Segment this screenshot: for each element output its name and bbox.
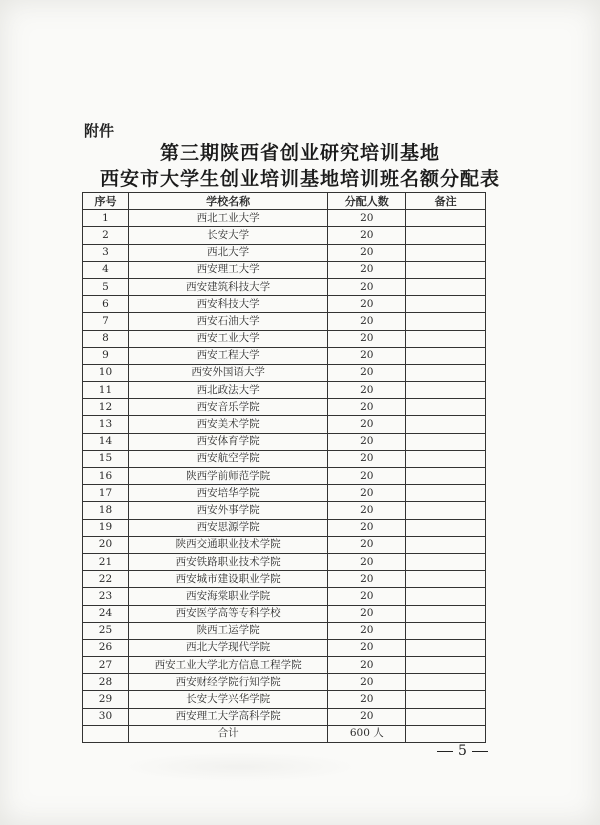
- school-name: 西安美术学院: [128, 416, 327, 433]
- table-row: [83, 210, 486, 227]
- allocation-count: 20: [328, 450, 406, 467]
- total-no-cell: [83, 725, 129, 742]
- table-row: [83, 296, 486, 313]
- note-cell: [406, 261, 486, 278]
- table-row: [83, 553, 486, 570]
- header-school: 学校名称: [128, 193, 327, 210]
- allocation-count: 20: [328, 313, 406, 330]
- page-dash-left: [437, 751, 453, 752]
- school-name: 西安财经学院行知学院: [128, 674, 327, 691]
- page-number: [432, 743, 493, 759]
- table-row: [83, 588, 486, 605]
- allocation-count: 20: [328, 485, 406, 502]
- row-number: 1: [83, 210, 129, 227]
- note-cell: [406, 622, 486, 639]
- school-name: 陕西学前师范学院: [128, 468, 327, 485]
- note-cell: [406, 347, 486, 364]
- page-number-value: 5: [458, 743, 467, 759]
- allocation-table: [82, 192, 486, 743]
- note-cell: [406, 691, 486, 708]
- table-header-row: [83, 193, 486, 210]
- allocation-count: 20: [328, 674, 406, 691]
- row-number: 10: [83, 364, 129, 381]
- note-cell: [406, 244, 486, 261]
- note-cell: [406, 708, 486, 725]
- row-number: 12: [83, 399, 129, 416]
- row-number: 19: [83, 519, 129, 536]
- row-number: 9: [83, 347, 129, 364]
- row-number: 15: [83, 450, 129, 467]
- allocation-count: 20: [328, 364, 406, 381]
- school-name: 长安大学兴华学院: [128, 691, 327, 708]
- table-row: [83, 278, 486, 295]
- note-cell: [406, 502, 486, 519]
- row-number: 25: [83, 622, 129, 639]
- note-cell: [406, 485, 486, 502]
- row-number: 7: [83, 313, 129, 330]
- school-name: 西安音乐学院: [128, 399, 327, 416]
- school-name: 西北政法大学: [128, 382, 327, 399]
- table-row: [83, 519, 486, 536]
- total-count: 600 人: [328, 725, 406, 742]
- note-cell: [406, 605, 486, 622]
- table-row: [83, 657, 486, 674]
- total-label: 合计: [128, 725, 327, 742]
- title-line-2: 西安市大学生创业培训基地培训班名额分配表: [99, 168, 500, 190]
- allocation-count: 20: [328, 347, 406, 364]
- school-name: 长安大学: [128, 227, 327, 244]
- school-name: 西北工业大学: [128, 210, 327, 227]
- table-row: [83, 416, 486, 433]
- school-name: 西安科技大学: [128, 296, 327, 313]
- school-name: 西安城市建设职业学院: [128, 571, 327, 588]
- note-cell: [406, 330, 486, 347]
- table-row: [83, 227, 486, 244]
- note-cell: [406, 674, 486, 691]
- table-row: [83, 605, 486, 622]
- school-name: 西安海棠职业学院: [128, 588, 327, 605]
- school-name: 陕西工运学院: [128, 622, 327, 639]
- school-name: 西安航空学院: [128, 450, 327, 467]
- note-cell: [406, 588, 486, 605]
- table-row: [83, 708, 486, 725]
- school-name: 西安理工大学高科学院: [128, 708, 327, 725]
- title-line-1: 第三期陕西省创业研究培训基地: [159, 142, 440, 164]
- table-row: [83, 364, 486, 381]
- note-cell: [406, 450, 486, 467]
- header-count: 分配人数: [328, 193, 406, 210]
- school-name: 西安医学高等专科学校: [128, 605, 327, 622]
- school-name: 西安石油大学: [128, 313, 327, 330]
- row-number: 30: [83, 708, 129, 725]
- table-row: [83, 450, 486, 467]
- school-name: 西安建筑科技大学: [128, 278, 327, 295]
- school-name: 西安工业大学北方信息工程学院: [128, 657, 327, 674]
- table-row: [83, 536, 486, 553]
- row-number: 20: [83, 536, 129, 553]
- allocation-count: 20: [328, 622, 406, 639]
- allocation-count: 20: [328, 657, 406, 674]
- row-number: 26: [83, 639, 129, 656]
- note-cell: [406, 210, 486, 227]
- school-name: 西安工业大学: [128, 330, 327, 347]
- scan-smudge: [120, 752, 360, 782]
- table-row: [83, 347, 486, 364]
- table-row: [83, 330, 486, 347]
- school-name: 西安外国语大学: [128, 364, 327, 381]
- attachment-label: 附件: [84, 122, 115, 140]
- school-name: 西北大学: [128, 244, 327, 261]
- table-row: [83, 502, 486, 519]
- note-cell: [406, 382, 486, 399]
- row-number: 22: [83, 571, 129, 588]
- school-name: 西安铁路职业技术学院: [128, 553, 327, 570]
- row-number: 16: [83, 468, 129, 485]
- page-dash-right: [472, 751, 488, 752]
- table-row: [83, 674, 486, 691]
- allocation-count: 20: [328, 588, 406, 605]
- row-number: 4: [83, 261, 129, 278]
- note-cell: [406, 639, 486, 656]
- allocation-count: 20: [328, 691, 406, 708]
- row-number: 29: [83, 691, 129, 708]
- allocation-count: 20: [328, 639, 406, 656]
- school-name: 西安体育学院: [128, 433, 327, 450]
- table-row: [83, 468, 486, 485]
- table-row: [83, 622, 486, 639]
- school-name: 西北大学现代学院: [128, 639, 327, 656]
- row-number: 5: [83, 278, 129, 295]
- allocation-count: 20: [328, 536, 406, 553]
- table-row: [83, 691, 486, 708]
- allocation-count: 20: [328, 244, 406, 261]
- table-row: [83, 244, 486, 261]
- row-number: 23: [83, 588, 129, 605]
- total-note-cell: [406, 725, 486, 742]
- allocation-count: 20: [328, 553, 406, 570]
- allocation-count: 20: [328, 416, 406, 433]
- table-row: [83, 433, 486, 450]
- note-cell: [406, 571, 486, 588]
- note-cell: [406, 313, 486, 330]
- school-name: 西安培华学院: [128, 485, 327, 502]
- allocation-count: 20: [328, 708, 406, 725]
- note-cell: [406, 227, 486, 244]
- table-row: [83, 485, 486, 502]
- allocation-count: 20: [328, 399, 406, 416]
- school-name: 西安工程大学: [128, 347, 327, 364]
- header-no: 序号: [83, 193, 129, 210]
- allocation-count: 20: [328, 210, 406, 227]
- row-number: 21: [83, 553, 129, 570]
- row-number: 14: [83, 433, 129, 450]
- allocation-count: 20: [328, 571, 406, 588]
- allocation-count: 20: [328, 519, 406, 536]
- allocation-count: 20: [328, 502, 406, 519]
- table-row: [83, 382, 486, 399]
- row-number: 3: [83, 244, 129, 261]
- table-row: [83, 639, 486, 656]
- row-number: 28: [83, 674, 129, 691]
- note-cell: [406, 296, 486, 313]
- row-number: 11: [83, 382, 129, 399]
- row-number: 18: [83, 502, 129, 519]
- note-cell: [406, 536, 486, 553]
- note-cell: [406, 278, 486, 295]
- note-cell: [406, 364, 486, 381]
- school-name: 西安思源学院: [128, 519, 327, 536]
- note-cell: [406, 657, 486, 674]
- header-note: 备注: [406, 193, 486, 210]
- row-number: 6: [83, 296, 129, 313]
- allocation-count: 20: [328, 261, 406, 278]
- row-number: 13: [83, 416, 129, 433]
- allocation-count: 20: [328, 433, 406, 450]
- table-body: [83, 210, 486, 726]
- note-cell: [406, 553, 486, 570]
- allocation-count: 20: [328, 468, 406, 485]
- row-number: 17: [83, 485, 129, 502]
- allocation-count: 20: [328, 227, 406, 244]
- allocation-count: 20: [328, 605, 406, 622]
- table-row: [83, 571, 486, 588]
- note-cell: [406, 468, 486, 485]
- allocation-count: 20: [328, 296, 406, 313]
- total-row: [83, 725, 486, 742]
- note-cell: [406, 519, 486, 536]
- table-row: [83, 399, 486, 416]
- note-cell: [406, 433, 486, 450]
- allocation-count: 20: [328, 382, 406, 399]
- school-name: 西安理工大学: [128, 261, 327, 278]
- row-number: 24: [83, 605, 129, 622]
- row-number: 27: [83, 657, 129, 674]
- note-cell: [406, 399, 486, 416]
- allocation-count: 20: [328, 330, 406, 347]
- school-name: 西安外事学院: [128, 502, 327, 519]
- row-number: 8: [83, 330, 129, 347]
- note-cell: [406, 416, 486, 433]
- row-number: 2: [83, 227, 129, 244]
- allocation-count: 20: [328, 278, 406, 295]
- school-name: 陕西交通职业技术学院: [128, 536, 327, 553]
- table-row: [83, 313, 486, 330]
- table-row: [83, 261, 486, 278]
